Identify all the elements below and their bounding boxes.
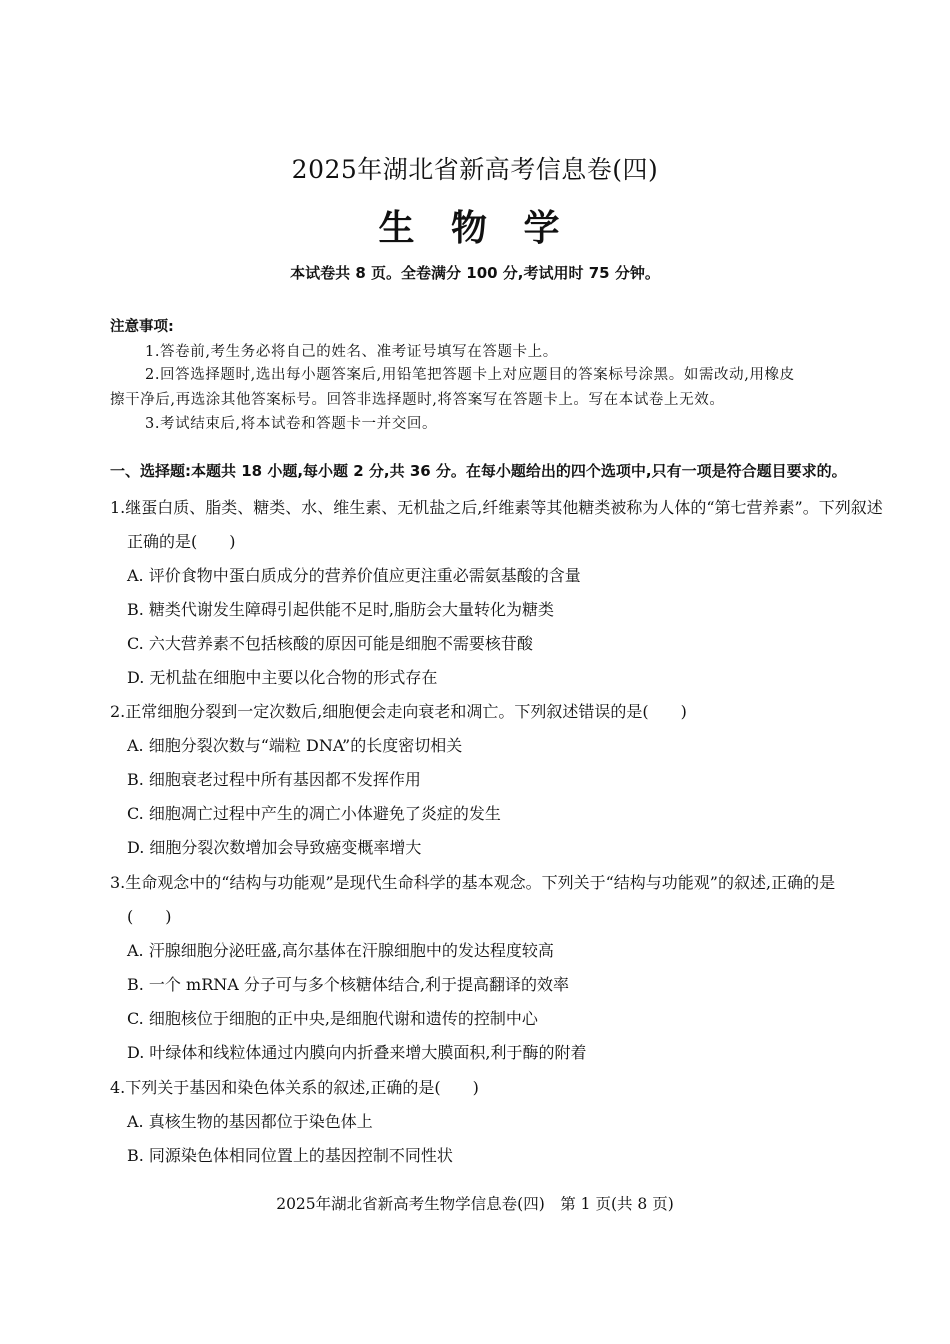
notice-line-3: 3.考试结束后,将本试卷和答题卡一并交回。 [145, 416, 438, 432]
notice-line-2b: 擦干净后,再选涂其他答案标号。回答非选择题时,将答案写在答题卡上。写在本试卷上无效。 [110, 392, 725, 408]
question-2-option-b: B. 细胞衰老过程中所有基因都不发挥作用 [127, 770, 421, 789]
question-3-option-d: D. 叶绿体和线粒体通过内膜向内折叠来增大膜面积,利于酶的附着 [127, 1043, 587, 1062]
exam-info: 本试卷共 8 页。全卷满分 100 分,考试用时 75 分钟。 [290, 264, 660, 282]
question-1-option-b: B. 糖类代谢发生障碍引起供能不足时,脂肪会大量转化为糖类 [127, 600, 555, 619]
notice-line-1: 1.答卷前,考生务必将自己的姓名、准考证号填写在答题卡上。 [145, 344, 558, 360]
question-2-stem: 2.正常细胞分裂到一定次数后,细胞便会走向衰老和凋亡。下列叙述错误的是( ) [110, 702, 687, 721]
question-3-stem: 3.生命观念中的“结构与功能观”是现代生命科学的基本观念。下列关于“结构与功能观”的叙述,正确的是 [110, 873, 836, 892]
question-1-stem-cont: 正确的是( ) [127, 532, 236, 551]
question-4-option-b: B. 同源染色体相同位置上的基因控制不同性状 [127, 1146, 453, 1165]
question-3-option-a: A. 汗腺细胞分泌旺盛,高尔基体在汗腺细胞中的发达程度较高 [127, 941, 554, 960]
section-heading: 一、选择题:本题共 18 小题,每小题 2 分,共 36 分。在每小题给出的四个选项中,只有一项是符合题目要求的。 [110, 462, 847, 480]
question-2-option-c: C. 细胞凋亡过程中产生的凋亡小体避免了炎症的发生 [127, 804, 501, 823]
question-3-option-b: B. 一个 mRNA 分子可与多个核糖体结合,利于提高翻译的效率 [127, 975, 569, 994]
page-footer: 2025年湖北省新高考生物学信息卷(四) 第 1 页(共 8 页) [276, 1195, 674, 1213]
exam-title: 2025年湖北省新高考信息卷(四) [291, 155, 659, 184]
question-4-option-a: A. 真核生物的基因都位于染色体上 [127, 1112, 373, 1131]
notice-heading: 注意事项: [110, 319, 174, 335]
question-4-stem: 4.下列关于基因和染色体关系的叙述,正确的是( ) [110, 1078, 479, 1097]
subject-heading: 生 物 学 [378, 208, 572, 249]
notice-line-2a: 2.回答选择题时,选出每小题答案后,用铅笔把答题卡上对应题目的答案标号涂黑。如需改动,用橡皮 [145, 367, 795, 383]
question-1-option-c: C. 六大营养素不包括核酸的原因可能是细胞不需要核苷酸 [127, 634, 533, 653]
question-1-stem: 1.继蛋白质、脂类、糖类、水、维生素、无机盐之后,纤维素等其他糖类被称为人体的“第七营养素”。下列叙述 [110, 498, 883, 517]
question-3-option-c: C. 细胞核位于细胞的正中央,是细胞代谢和遗传的控制中心 [127, 1009, 538, 1028]
question-2-option-a: A. 细胞分裂次数与“端粒 DNA”的长度密切相关 [127, 736, 463, 755]
question-3-stem-cont: ( ) [127, 907, 172, 926]
question-1-option-d: D. 无机盐在细胞中主要以化合物的形式存在 [127, 668, 438, 687]
question-1-option-a: A. 评价食物中蛋白质成分的营养价值应更注重必需氨基酸的含量 [127, 566, 581, 585]
question-2-option-d: D. 细胞分裂次数增加会导致癌变概率增大 [127, 838, 422, 857]
